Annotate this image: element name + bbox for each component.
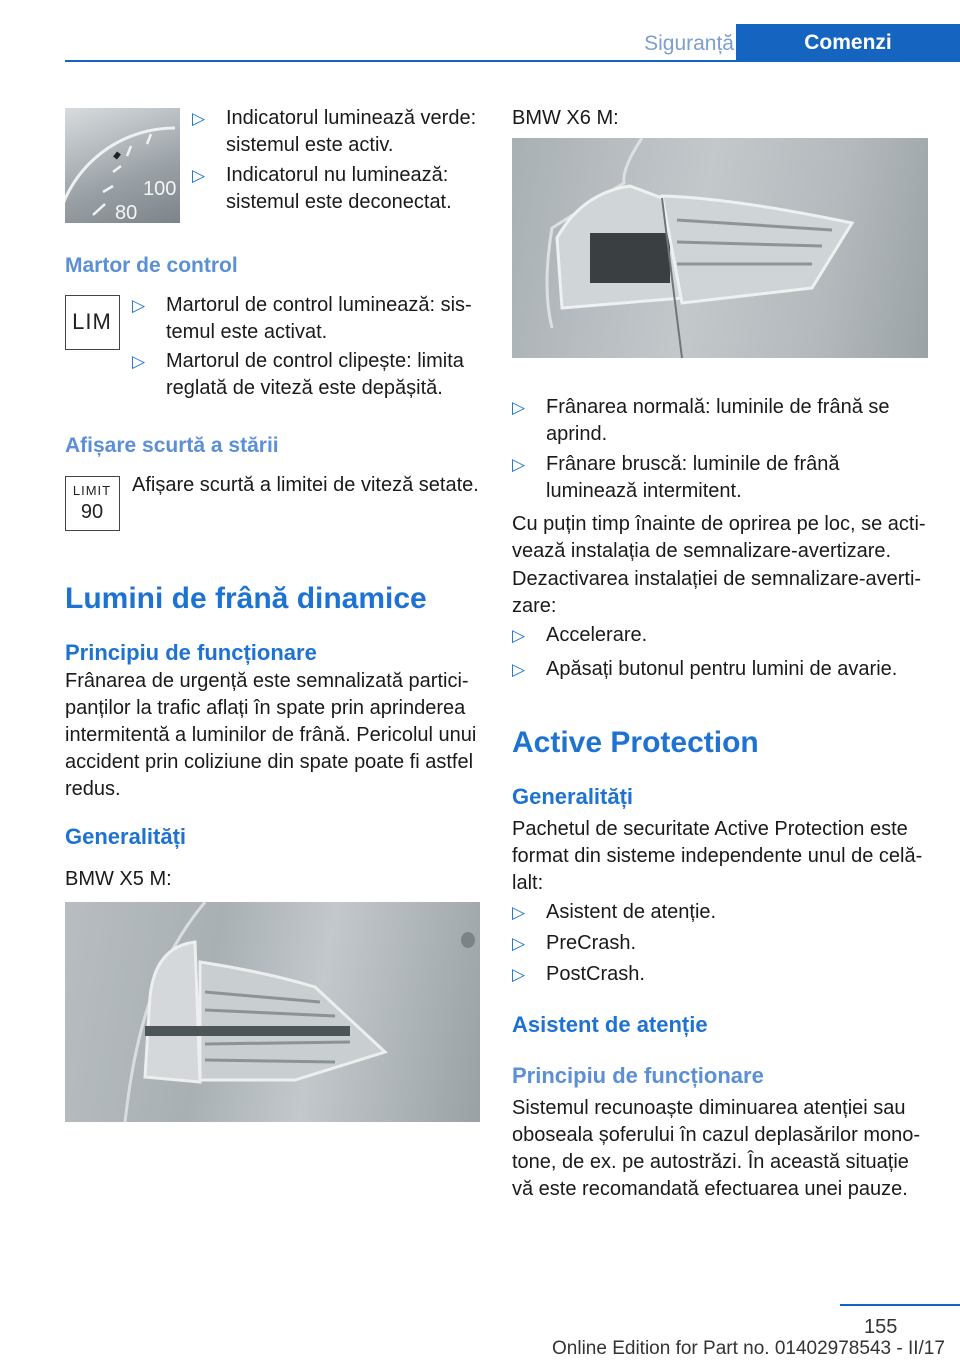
gauge-number-80: 80 (115, 202, 138, 223)
section-heading: Generalități (65, 824, 187, 849)
image-caption: BMW X6 M: (512, 107, 619, 129)
tail-light-x6-icon (512, 138, 928, 358)
header-rule (65, 60, 960, 62)
subsection-heading: Principiu de funcționare (512, 1063, 764, 1088)
edition-note: Online Edition for Part no. 01402978543 - II/17 (552, 1338, 945, 1359)
chapter-heading: Lumini de frână dinamice (65, 582, 427, 615)
header-section-tab: Siguranță (644, 32, 734, 55)
bmw-x6-tail-light-image (512, 138, 928, 358)
triangle-bullet-icon: ▷ (512, 455, 526, 474)
paragraph: Pachetul de securitate Active Protection este format din sisteme independente unul de celă-lalt: (512, 818, 923, 894)
triangle-bullet-icon: ▷ (512, 660, 526, 679)
section-heading: Principiu de funcționare (65, 640, 317, 665)
speed-limit-icon: LIMIT 90 (65, 476, 120, 531)
image-caption: BMW X5 M: (65, 868, 172, 890)
tail-light-x5-icon (65, 902, 480, 1122)
speedometer-image (65, 108, 180, 223)
header-chapter-tab: Comenzi (736, 24, 960, 62)
triangle-bullet-icon: ▷ (132, 296, 146, 315)
paragraph: Sistemul recunoaște diminuarea atenției sau oboseala șoferului în cazul deplasărilor mono-tone, de ex. pe autostrăzi. În această situație vă este recomandată efectuarea unei pauze. (512, 1097, 921, 1200)
triangle-bullet-icon: ▷ (192, 109, 206, 128)
triangle-bullet-icon: ▷ (512, 626, 526, 645)
paragraph: Cu puțin timp înainte de oprirea pe loc, se acti-vează instalația de semnalizare-avertizare. (512, 513, 926, 562)
paragraph: Frânarea de urgență este semnalizată partici-panților la trafic aflați în spate prin aprinderea intermitentă a luminilor de frână. Pericolul unui accident prin coliziune din spate poate fi astfel redus. (65, 670, 477, 800)
section-heading: Generalități (512, 784, 634, 809)
triangle-bullet-icon: ▷ (512, 934, 526, 953)
triangle-bullet-icon: ▷ (192, 166, 206, 185)
chapter-heading: Active Protection (512, 726, 759, 759)
lim-indicator-icon: LIM (65, 295, 120, 350)
triangle-bullet-icon: ▷ (512, 903, 526, 922)
triangle-bullet-icon: ▷ (512, 965, 526, 984)
section-heading: Martor de control (65, 254, 238, 277)
section-heading: Asistent de atenție (512, 1012, 708, 1037)
page-number: 155 (864, 1316, 898, 1338)
gauge-number-100: 100 (143, 178, 177, 200)
bmw-x5-tail-light-image (65, 902, 480, 1122)
footer-rule (840, 1304, 960, 1306)
paragraph: Afișare scurtă a limitei de viteză setate. (132, 474, 479, 496)
section-heading: Afișare scurtă a stării (65, 434, 279, 457)
paragraph: Dezactivarea instalației de semnalizare-averti-zare: (512, 568, 922, 617)
triangle-bullet-icon: ▷ (132, 352, 146, 371)
triangle-bullet-icon: ▷ (512, 398, 526, 417)
